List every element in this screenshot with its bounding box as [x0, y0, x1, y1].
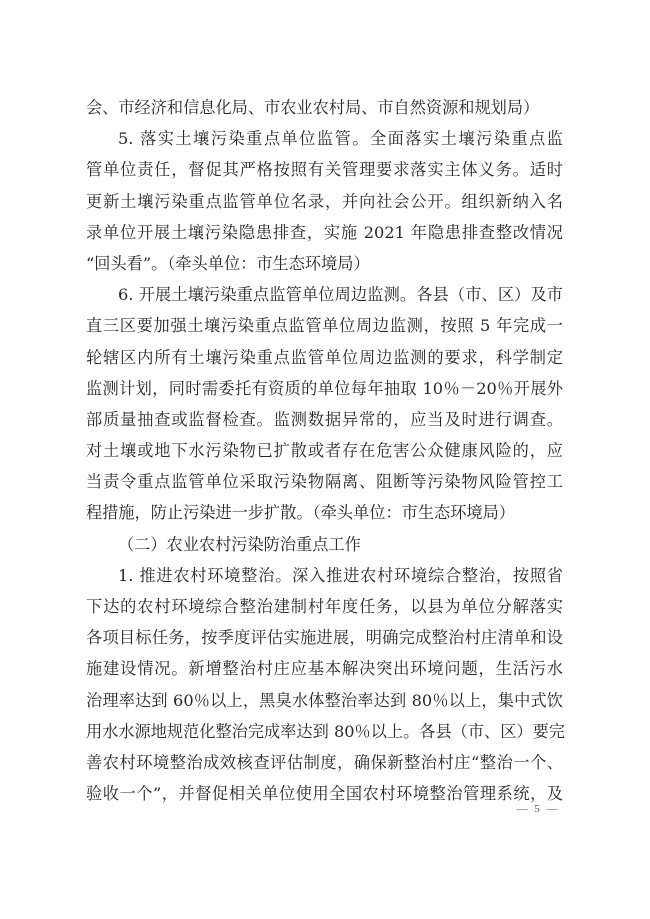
body-text [86, 92, 563, 809]
lead-unit-note-item-5: “回头看”。（牵头单位：市生态环境局） [86, 253, 370, 273]
text-line: 施建设情况。新增整治村庄应基本解决突出环境问题，生活污水 [86, 659, 563, 679]
text-line: 下达的农村环境综合整治建制村年度任务，以县为单位分解落实 [86, 597, 563, 616]
text-line: 当责令重点监管单位采取污染物隔离、阻断等污染物风险管控工 [86, 472, 563, 492]
text-line: 治理率达到 60％以上，黑臭水体整治率达到 80％以上，集中式饮 [86, 690, 563, 710]
text-line: 用水水源地规范化整治完成率达到 80％以上。各县（市、区）要完 [86, 721, 565, 741]
text-line: 验收一个”，并督促相关单位使用全国农村环境整治管理系统，及 [86, 784, 563, 804]
text-line: 监测计划，同时需委托有资质的单位每年抽取 10％－20％开展外 [86, 378, 563, 398]
text-line: 管单位责任，督促其严格按照有关管理要求落实主体义务。适时 [86, 160, 563, 180]
text-line: 善农村环境整治成效核查评估制度，确保新整治村庄“整治一个、 [86, 752, 563, 772]
item-6-heading-line: 6. 开展土壤污染重点监管单位周边监测。各县（市、区）及市 [118, 285, 563, 305]
text-line: 更新土壤污染重点监管单位名录，并向社会公开。组织新纳入名 [86, 191, 563, 211]
text-line: 录单位开展土壤污染隐患排查，实施 2021 年隐患排查整改情况 [86, 222, 563, 242]
lead-unit-note-item-6: 程措施，防止污染进一步扩散。（牵头单位：市生态环境局） [86, 503, 515, 523]
text-line: 直三区要加强土壤污染重点监管单位周边监测，按照 5 年完成一 [86, 316, 563, 336]
text-line: 部质量抽查或监督检查。监测数据异常的，应当及时进行调查。 [86, 409, 563, 429]
text-line: 对土壤或地下水污染物已扩散或者存在危害公众健康风险的，应 [86, 441, 563, 461]
text-line: 各项目标任务，按季度评估实施进展，明确完成整治村庄清单和设 [86, 628, 563, 648]
text-line-continuation-lead-units: 会、市经济和信息化局、市农业农村局、市自然资源和规划局） [86, 98, 540, 117]
item-5-heading-line: 5. 落实土壤污染重点单位监管。全面落实土壤污染重点监 [118, 129, 563, 149]
page-number: — 5 — [516, 803, 560, 815]
text-line: 轮辖区内所有土壤污染重点监管单位周边监测的要求，科学制定 [86, 347, 563, 367]
section-heading-agricultural-rural: （二）农业农村污染防治重点工作 [118, 534, 361, 554]
item-1-heading-line: 1. 推进农村环境整治。深入推进农村环境综合整治，按照省 [118, 565, 563, 585]
